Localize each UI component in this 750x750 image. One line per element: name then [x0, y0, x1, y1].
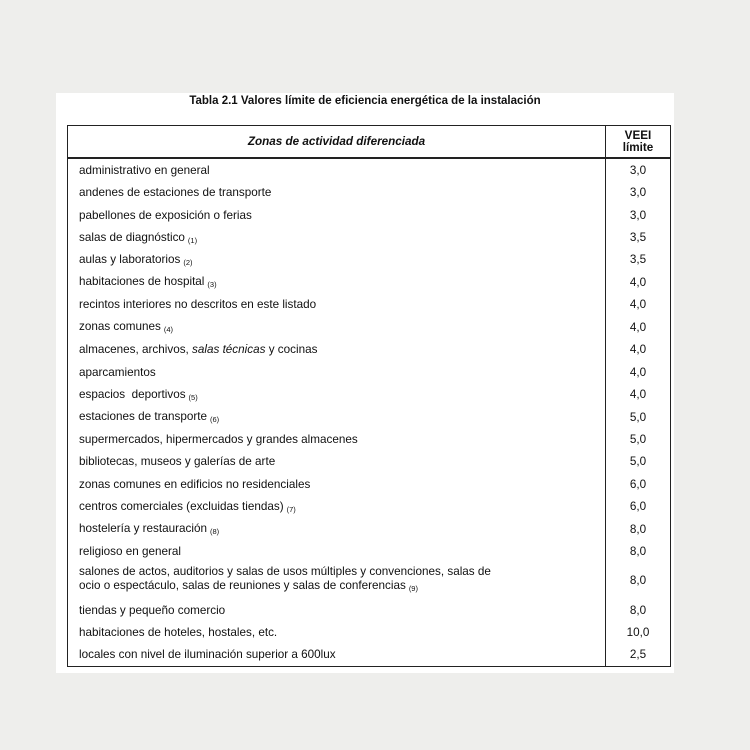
- zona-text: administrativo en general: [79, 163, 210, 177]
- veei-value: 8,0: [606, 563, 671, 599]
- table-row: [68, 540, 671, 562]
- table-row: [68, 496, 671, 518]
- table-row: [68, 383, 671, 405]
- table-row: [68, 518, 671, 540]
- zona-cell: [68, 406, 606, 428]
- zona-cell: [68, 496, 606, 518]
- zona-cell: [68, 540, 606, 562]
- zona-cell: [68, 473, 606, 495]
- veei-value: 8,0: [606, 540, 671, 562]
- table-row: [68, 339, 671, 361]
- table-row: [68, 158, 671, 181]
- table-row: [68, 621, 671, 643]
- veei-value: 3,0: [606, 181, 671, 203]
- zona-cell: [68, 226, 606, 248]
- footnote-ref: (2): [183, 257, 193, 267]
- veei-value: 8,0: [606, 599, 671, 621]
- veei-value: 3,5: [606, 249, 671, 271]
- zona-text: locales con nivel de iluminación superior a 600lux: [79, 648, 336, 662]
- zona-text: religioso en general: [79, 545, 182, 559]
- zona-text: zonas comunes: [79, 320, 161, 334]
- zona-cell: [68, 518, 606, 540]
- footnote-ref: (6): [210, 415, 220, 425]
- zona-text: pabellones de exposición o ferias: [79, 208, 252, 222]
- zona-text: habitaciones de hospital: [79, 275, 205, 289]
- veei-value: 4,0: [606, 383, 671, 405]
- zona-text-part: y cocinas: [265, 343, 318, 357]
- header-veei-line2: límite: [622, 140, 654, 154]
- zona-cell: [68, 204, 606, 226]
- table-row: [68, 406, 671, 428]
- zona-text: estaciones de transporte: [79, 410, 207, 424]
- table-row: [68, 428, 671, 450]
- veei-value: 8,0: [606, 518, 671, 540]
- table-row: [68, 563, 671, 599]
- zona-text: habitaciones de hoteles, hostales, etc.: [79, 626, 278, 640]
- zona-text: espacios deportivos: [79, 387, 186, 401]
- table-row: [68, 316, 671, 338]
- table-row: [68, 361, 671, 383]
- zona-cell: [68, 451, 606, 473]
- table-header-row: [68, 126, 671, 159]
- footnote-ref: (4): [163, 325, 174, 335]
- zona-text: bibliotecas, museos y galerías de arte: [79, 455, 276, 469]
- veei-value: 5,0: [606, 451, 671, 473]
- zona-text-line2: ocio o espectáculo, salas de reuniones y salas de conferencias: [79, 579, 406, 593]
- veei-value: 5,0: [606, 428, 671, 450]
- table-row: [68, 204, 671, 226]
- table-row: [68, 294, 671, 316]
- document-page: [56, 93, 674, 673]
- footnote-ref: (5): [188, 392, 198, 402]
- zona-cell: [68, 563, 606, 599]
- zona-cell: [68, 644, 606, 667]
- zona-text: centros comerciales (excluidas tiendas): [79, 499, 284, 513]
- zona-text: salas de diagnóstico: [79, 230, 185, 244]
- zona-cell: [68, 249, 606, 271]
- table-row: [68, 249, 671, 271]
- zona-cell: [68, 428, 606, 450]
- header-veei-limite: [606, 126, 671, 159]
- zona-cell: [68, 181, 606, 203]
- zona-text: hostelería y restauración: [79, 522, 207, 536]
- table-row: [68, 181, 671, 203]
- veei-value: 3,5: [606, 226, 671, 248]
- zona-text-line1: salones de actos, auditorios y salas de usos múltiples y convenciones, salas de: [79, 565, 491, 579]
- table-row: [68, 271, 671, 293]
- veei-value: 4,0: [606, 271, 671, 293]
- zona-cell: [68, 383, 606, 405]
- zona-text-part: almacenes, archivos,: [79, 343, 193, 357]
- table-row: [68, 226, 671, 248]
- veei-value: 6,0: [606, 473, 671, 495]
- veei-value: 4,0: [606, 339, 671, 361]
- header-veei-line1: VEEI: [624, 128, 652, 142]
- zona-text: tiendas y pequeño comercio: [79, 603, 226, 617]
- table-row: [68, 599, 671, 621]
- veei-limits-table: [67, 125, 671, 667]
- veei-value: 5,0: [606, 406, 671, 428]
- zona-cell: [68, 316, 606, 338]
- table-caption: Tabla 2.1 Valores límite de eficiencia energética de la instalación: [189, 95, 541, 107]
- header-zonas-actividad: Zonas de actividad diferenciada: [68, 126, 606, 159]
- veei-value: 6,0: [606, 496, 671, 518]
- veei-value: 4,0: [606, 294, 671, 316]
- veei-value: 4,0: [606, 316, 671, 338]
- zona-text-italic: salas técnicas: [192, 343, 266, 357]
- zona-text: supermercados, hipermercados y grandes almacenes: [79, 432, 358, 446]
- zona-cell: [68, 599, 606, 621]
- table-row: [68, 473, 671, 495]
- zona-cell: [68, 271, 606, 293]
- zona-cell: [68, 361, 606, 383]
- footnote-ref: (9): [408, 584, 418, 594]
- zona-cell: [68, 339, 606, 361]
- footnote-ref: (8): [209, 527, 220, 537]
- footnote-ref: (7): [286, 504, 296, 514]
- zona-cell: [68, 294, 606, 316]
- veei-value: 10,0: [606, 621, 671, 643]
- footnote-ref: (3): [207, 280, 217, 290]
- zona-text: andenes de estaciones de transporte: [79, 186, 272, 200]
- veei-value: 4,0: [606, 361, 671, 383]
- zona-text: aparcamientos: [79, 365, 156, 379]
- zona-cell: [68, 158, 606, 181]
- veei-value: 2,5: [606, 644, 671, 667]
- table-row: [68, 644, 671, 667]
- zona-text: zonas comunes en edificios no residenciales: [79, 477, 311, 491]
- zona-text: aulas y laboratorios: [79, 252, 181, 266]
- table-row: [68, 451, 671, 473]
- zona-text: recintos interiores no descritos en este listado: [79, 298, 317, 312]
- veei-value: 3,0: [606, 204, 671, 226]
- zona-cell: [68, 621, 606, 643]
- footnote-ref: (1): [187, 235, 198, 245]
- veei-value: 3,0: [606, 158, 671, 181]
